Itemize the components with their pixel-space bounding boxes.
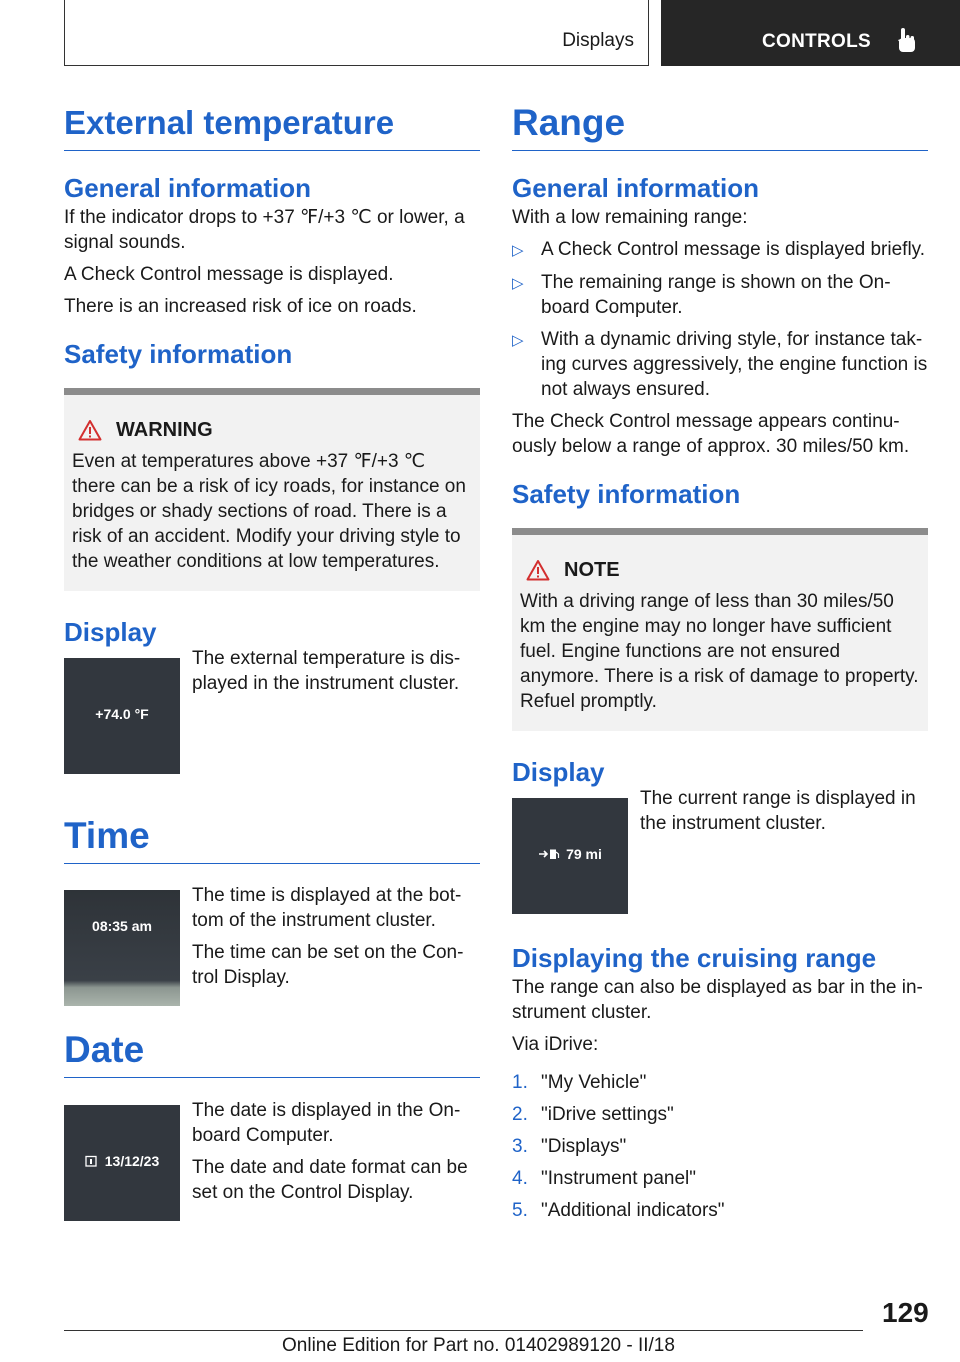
idrive-steps-list (512, 1070, 928, 1223)
range-after-paragraph: The Check Control message appears continuously below a range of approx. 30 miles/50 km. (512, 411, 910, 457)
time-paragraph-1: The time is displayed at the bottom of the instrument cluster. (192, 885, 462, 931)
time-reading: 08:35 am (92, 918, 152, 934)
time-figure-row (64, 883, 480, 1006)
range-intro: With a low remaining range: (512, 207, 748, 228)
safety-information-heading: Safety information (64, 339, 293, 369)
date-figure-row (64, 1098, 480, 1221)
footer-divider (64, 1330, 863, 1331)
display-text: The external temperature is displayed in the instrument cluster. (192, 648, 461, 694)
list-item: 4. "Instrument panel" (512, 1168, 697, 1189)
cruising-range-heading: Displaying the cruising range (512, 943, 877, 973)
page-number: 129 (882, 1297, 929, 1328)
date-display-image (64, 1105, 180, 1221)
date-title: Date (64, 1023, 480, 1078)
range-bullet-list (512, 237, 928, 402)
date-reading: 13/12/23 (104, 1153, 160, 1169)
pointing-hand-icon (895, 26, 917, 54)
triangle-bullet-icon: ▷ (512, 332, 524, 349)
range-general-heading: General information (512, 173, 760, 203)
range-display-figure-row (512, 786, 928, 914)
list-item: 1. "My Vehicle" (512, 1072, 647, 1093)
list-item: 2. "iDrive settings" (512, 1104, 674, 1125)
external-temperature-title: External temperature (64, 96, 480, 151)
list-item: 5. "Additional indicators" (512, 1200, 725, 1221)
list-item: ▷ With a dynamic driving style, for instance taking curves aggressively, the engine function is not always ensured. (512, 329, 928, 400)
warning-text: Even at temperatures above +37 ℉/+3 ℃ there can be a risk of icy roads, for instance on bridges or shady sections of road. There is a risk of an accident. Modify your driving style to the weather conditions at low temperatures. (72, 451, 466, 572)
list-item: ▷ The remaining range is shown on the Onboard Computer. (512, 272, 891, 318)
gen-paragraph-2: A Check Control message is displayed. (64, 264, 394, 285)
display-figure-row (64, 646, 480, 774)
edition-text: Online Edition for Part no. 01402989120 - II/18 (282, 1335, 675, 1356)
note-box (512, 528, 928, 731)
list-item: 3. "Displays" (512, 1136, 627, 1157)
triangle-bullet-icon: ▷ (512, 242, 524, 259)
time-title: Time (64, 809, 480, 864)
temperature-reading: +74.0 °F (95, 706, 149, 722)
date-paragraph-2: The date and date format can be set on the Control Display. (192, 1157, 468, 1203)
cruising-paragraph-2: Via iDrive: (512, 1034, 599, 1055)
temperature-display-image (64, 658, 180, 774)
gen-paragraph-3: There is an increased risk of ice on roads. (64, 296, 417, 317)
right-column (512, 96, 928, 1223)
warning-triangle-icon (78, 419, 102, 441)
note-text: With a driving range of less than 30 miles/50 km the engine may no longer have sufficient fuel. Engine functions are not ensured anymore. There is a risk of damage to property. Refuel promptly. (520, 591, 919, 712)
note-label: NOTE (564, 558, 620, 581)
warning-triangle-icon (526, 559, 550, 581)
warning-label: WARNING (116, 418, 213, 441)
triangle-bullet-icon: ▷ (512, 275, 524, 292)
range-display-text: The current range is displayed in the instrument cluster. (640, 788, 916, 834)
warning-box (64, 388, 480, 591)
range-display-image (512, 798, 628, 914)
date-paragraph-1: The date is displayed in the Onboard Computer. (192, 1100, 461, 1146)
list-item: ▷ A Check Control message is displayed briefly. (512, 237, 928, 263)
cruising-paragraph-1: The range can also be displayed as bar in the instrument cluster. (512, 977, 923, 1023)
header-chapter-tab (661, 0, 960, 66)
range-title: Range (512, 96, 928, 151)
fuel-pump-icon (538, 848, 560, 860)
range-display-heading: Display (512, 757, 605, 787)
range-safety-heading: Safety information (512, 479, 741, 509)
header-section-tab (64, 0, 649, 66)
left-column (64, 96, 480, 1221)
header-section-label: Displays (562, 30, 634, 51)
display-heading: Display (64, 617, 157, 647)
time-display-image (64, 890, 180, 1006)
time-paragraph-2: The time can be set on the Control Display. (192, 942, 464, 988)
general-information-heading: General information (64, 173, 312, 203)
range-reading: 79 mi (566, 846, 602, 862)
header-chapter-label: CONTROLS (762, 31, 872, 52)
calendar-icon (85, 1155, 97, 1167)
gen-paragraph-1: If the indicator drops to +37 ℉/+3 ℃ or lower, a signal sounds. (64, 207, 465, 253)
